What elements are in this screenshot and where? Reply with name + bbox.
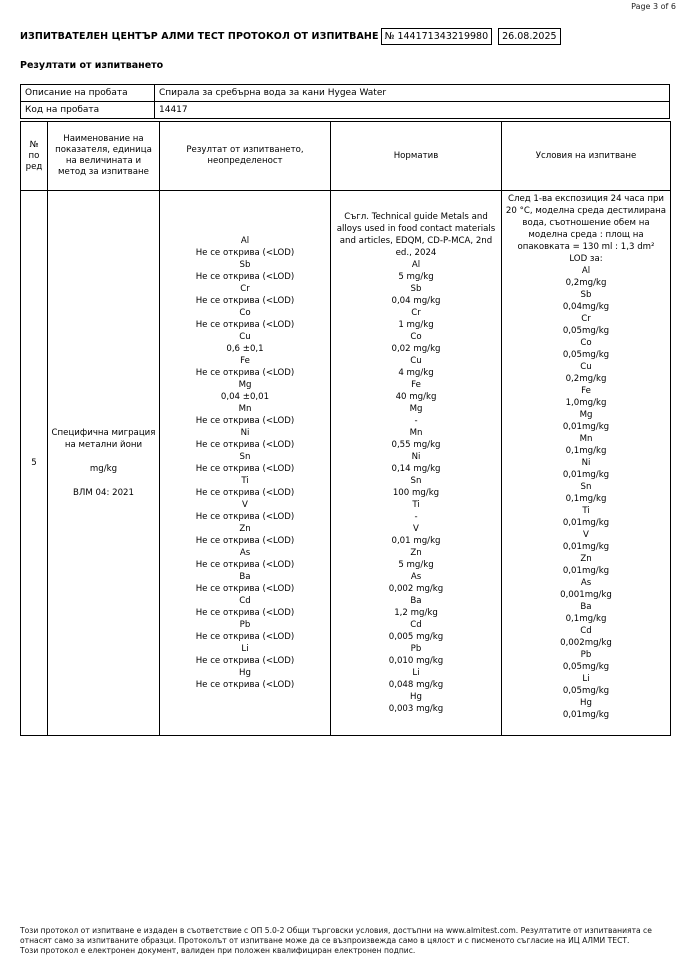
cell-line: 0,2mg/kg	[565, 278, 607, 288]
cell-line: Ba	[410, 596, 422, 606]
cell-line: Не се открива (<LOD)	[195, 608, 295, 618]
cell-line: Mn	[409, 428, 423, 438]
cell-line: Ti	[241, 476, 249, 486]
cell-line	[51, 475, 156, 487]
cell-line: Cd	[239, 596, 251, 606]
cell-line: Sn	[410, 476, 422, 486]
cell-line: -	[414, 416, 418, 426]
cell-line: Не се открива (<LOD)	[195, 488, 295, 498]
table-row	[21, 191, 671, 736]
test-result-cell	[160, 191, 331, 736]
document-footer	[20, 926, 675, 956]
cell-line: As	[410, 572, 422, 582]
cell-line: Ni	[581, 458, 591, 468]
cell-line: V	[413, 524, 419, 534]
cell-line: 0,01mg/kg	[562, 422, 610, 432]
cell-line: 0,02 mg/kg	[391, 344, 441, 354]
cell-line: Ni	[411, 452, 421, 462]
cell-line: Pb	[410, 644, 422, 654]
cell-line: Sb	[580, 290, 592, 300]
cell-line: Li	[241, 644, 249, 654]
results-table	[20, 121, 671, 736]
cell-line: Не се открива (<LOD)	[195, 584, 295, 594]
sample-code-row	[21, 102, 670, 119]
cell-line: Не се открива (<LOD)	[195, 632, 295, 642]
cell-line: 0,6 ±0,1	[226, 344, 264, 354]
cell-line: -	[414, 512, 418, 522]
header-test-conditions: Условия на изпитване	[502, 122, 671, 191]
cell-line: Ti	[412, 500, 420, 510]
cell-line: Cr	[581, 314, 591, 324]
cell-line: Не се открива (<LOD)	[195, 536, 295, 546]
cell-line: Не се открива (<LOD)	[195, 416, 295, 426]
cell-line: 1 mg/kg	[398, 320, 434, 330]
cell-line: Съгл. Technical guide Metals and alloys used in food contact materials and articles, EDQM, CD-P-MCA, 2nd ed., 2024	[336, 212, 496, 258]
cell-line: 0,55 mg/kg	[391, 440, 441, 450]
cell-line: Co	[410, 332, 422, 342]
cell-line: LOD за:	[569, 254, 603, 264]
cell-line: 0,002 mg/kg	[388, 584, 444, 594]
header-indicator-name: Наименование на показателя, единица на величината и метод за изпитване	[48, 122, 160, 191]
cell-line: Cd	[580, 626, 592, 636]
cell-line: Al	[581, 266, 591, 276]
cell-line: 0,048 mg/kg	[388, 680, 444, 690]
cell-line: Al	[240, 236, 250, 246]
cell-line: 0,01mg/kg	[562, 566, 610, 576]
cell-line: Co	[239, 308, 251, 318]
cell-line: 0,2mg/kg	[565, 374, 607, 384]
sample-code-value: 14417	[155, 102, 670, 119]
cell-line: ВЛМ 04: 2021	[73, 488, 134, 498]
cell-line: Li	[582, 674, 590, 684]
cell-line: Hg	[239, 668, 251, 678]
cell-line: V	[242, 500, 248, 510]
cell-line: Cu	[410, 356, 422, 366]
cell-line: Ba	[239, 572, 251, 582]
document-title: ИЗПИТВАТЕЛЕН ЦЕНТЪР АЛМИ ТЕСТ ПРОТОКОЛ ОТ ИЗПИТВАНЕ	[20, 31, 379, 42]
results-header-row	[21, 122, 671, 191]
document-header	[20, 28, 561, 45]
cell-line: Fe	[240, 356, 250, 366]
sample-info-table	[20, 84, 670, 119]
cell-line: Zn	[580, 554, 592, 564]
test-conditions-cell	[502, 191, 671, 736]
cell-line: 100 mg/kg	[392, 488, 440, 498]
cell-line: Al	[411, 260, 421, 270]
cell-line: Не се открива (<LOD)	[195, 272, 295, 282]
sample-description-value: Спирала за сребърна вода за кани Hygea Water	[155, 85, 670, 102]
cell-line: 0,01mg/kg	[562, 542, 610, 552]
cell-line: 0,003 mg/kg	[388, 704, 444, 714]
cell-line: Не се открива (<LOD)	[195, 296, 295, 306]
cell-line: Sb	[239, 260, 251, 270]
cell-line: Ti	[582, 506, 590, 516]
cell-line: Fe	[411, 380, 421, 390]
protocol-date: 26.08.2025	[498, 28, 560, 45]
cell-line: 0,05mg/kg	[562, 662, 610, 672]
cell-line: Не се открива (<LOD)	[195, 368, 295, 378]
cell-line: Mg	[238, 380, 252, 390]
sample-description-row	[21, 85, 670, 102]
cell-line: Не се открива (<LOD)	[195, 656, 295, 666]
cell-line: Sb	[410, 284, 422, 294]
cell-line: 0,01mg/kg	[562, 710, 610, 720]
footer-electronic-note: Този протокол е електронен документ, валиден при положен квалифициран електронен подпис.	[20, 946, 416, 955]
sample-code-label: Код на пробата	[21, 102, 155, 119]
cell-line: V	[583, 530, 589, 540]
cell-line: 0,04 ±0,01	[220, 392, 270, 402]
cell-line: 0,1mg/kg	[565, 614, 607, 624]
cell-line: Ba	[580, 602, 592, 612]
cell-line: 5 mg/kg	[398, 272, 434, 282]
cell-line: Cu	[239, 332, 251, 342]
cell-line: Pb	[239, 620, 251, 630]
cell-line: Cd	[410, 620, 422, 630]
cell-line: Не се открива (<LOD)	[195, 560, 295, 570]
cell-line: 1,2 mg/kg	[394, 608, 438, 618]
cell-line: 0,1mg/kg	[565, 446, 607, 456]
cell-line: 5 mg/kg	[398, 560, 434, 570]
cell-line: Co	[580, 338, 592, 348]
cell-line: Mn	[579, 434, 593, 444]
cell-line: След 1-ва експозиция 24 часа при 20 °C, моделна среда дестилирана вода, съотношение обем на моделна среда : площ на опаковката = 130 ml : 1,3 dm²	[505, 194, 667, 252]
cell-line: 0,01mg/kg	[562, 470, 610, 480]
sample-description-label: Описание на пробата	[21, 85, 155, 102]
footer-disclaimer: Този протокол от изпитване е издаден в съответствие с ОП 5.0-2 Общи търговски условия, достъпни на www.almitest.com. Резултатите от изпитванията се отнасят само за изпитваните образци. Протоколът от изпитване може да се възпроизвежда само в цялост и с писменото съгласие на ИЦ АЛМИ ТЕСТ.	[20, 926, 652, 945]
cell-line: Не се открива (<LOD)	[195, 320, 295, 330]
cell-line: As	[580, 578, 592, 588]
cell-line: 1,0mg/kg	[565, 398, 607, 408]
cell-line: Mn	[238, 404, 252, 414]
cell-line: 0,04 mg/kg	[391, 296, 441, 306]
cell-line: Hg	[410, 692, 422, 702]
cell-line: Sn	[239, 452, 251, 462]
cell-line: Li	[412, 668, 420, 678]
cell-line: Не се открива (<LOD)	[195, 440, 295, 450]
header-row-number: № по ред	[21, 122, 48, 191]
norm-cell	[331, 191, 502, 736]
cell-line: Не се открива (<LOD)	[195, 680, 295, 690]
cell-line: 0,005 mg/kg	[388, 632, 444, 642]
cell-line: 0,14 mg/kg	[391, 464, 441, 474]
cell-line: Cu	[580, 362, 592, 372]
results-heading: Резултати от изпитването	[20, 60, 164, 71]
row-number: 5	[21, 191, 48, 736]
cell-line: Fe	[581, 386, 591, 396]
cell-line: 0,01mg/kg	[562, 518, 610, 528]
cell-line: 0,05mg/kg	[562, 326, 610, 336]
cell-line: 0,05mg/kg	[562, 350, 610, 360]
cell-line: 0,001mg/kg	[560, 590, 612, 600]
cell-line: 40 mg/kg	[395, 392, 437, 402]
cell-line: Не се открива (<LOD)	[195, 512, 295, 522]
page-number: Page 3 of 6	[631, 2, 676, 11]
cell-line: Zn	[410, 548, 422, 558]
cell-line: 0,010 mg/kg	[388, 656, 444, 666]
indicator-name-cell	[48, 191, 160, 736]
cell-line: Ni	[240, 428, 250, 438]
cell-line: Zn	[239, 524, 251, 534]
cell-line: 0,01 mg/kg	[391, 536, 441, 546]
cell-line: 0,002mg/kg	[560, 638, 612, 648]
cell-line: Hg	[580, 698, 592, 708]
header-norm: Норматив	[331, 122, 502, 191]
cell-line: Cr	[240, 284, 250, 294]
cell-line: Pb	[580, 650, 592, 660]
cell-line: Не се открива (<LOD)	[195, 248, 295, 258]
cell-line: 4 mg/kg	[398, 368, 434, 378]
cell-line: As	[239, 548, 251, 558]
protocol-number: № 144171343219980	[381, 28, 493, 45]
cell-line: Не се открива (<LOD)	[195, 464, 295, 474]
cell-line: Специфична миграция на метални йони	[51, 428, 156, 450]
cell-line: Sn	[580, 482, 592, 492]
cell-line: mg/kg	[89, 464, 118, 474]
cell-line	[51, 451, 156, 463]
cell-line: Mg	[579, 410, 593, 420]
cell-line: 0,04mg/kg	[562, 302, 610, 312]
cell-line: 0,05mg/kg	[562, 686, 610, 696]
cell-line: 0,1mg/kg	[565, 494, 607, 504]
cell-line: Cr	[411, 308, 421, 318]
header-test-result: Резултат от изпитването, неопределеност	[160, 122, 331, 191]
cell-line: Mg	[409, 404, 423, 414]
